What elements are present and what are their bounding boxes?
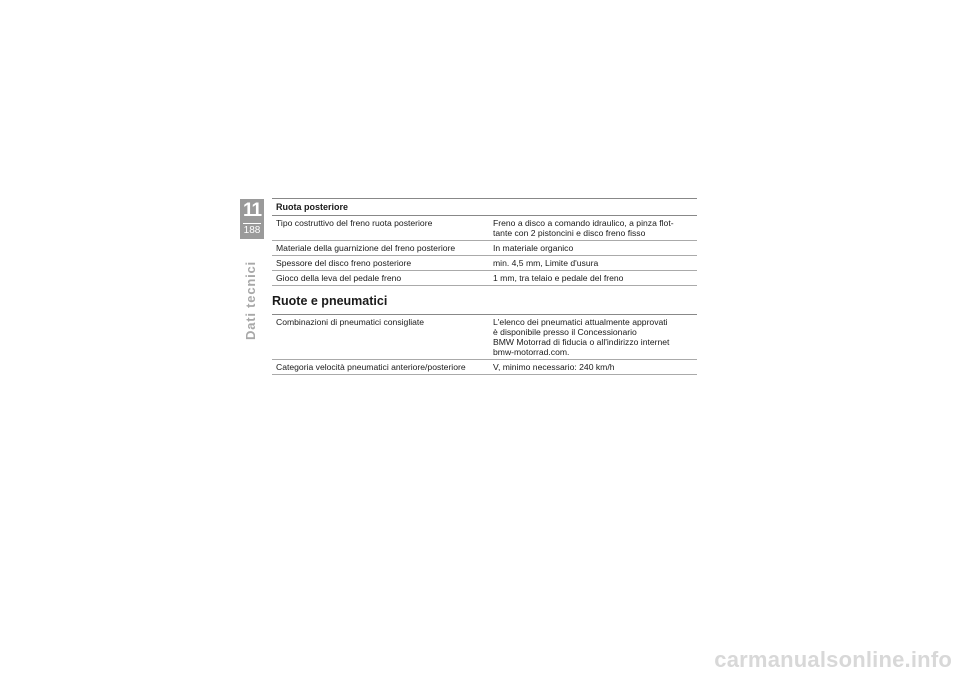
- table-row: [272, 216, 697, 241]
- wheels-tyres-table: [272, 314, 697, 375]
- table-row: [272, 241, 697, 256]
- chapter-title: Dati tecnici: [243, 261, 258, 340]
- table-row: [272, 256, 697, 271]
- spec-label: Gioco della leva del pedale freno: [272, 271, 489, 286]
- rear-wheel-table: [272, 216, 697, 286]
- spec-content: [272, 198, 697, 375]
- spec-value: V, minimo necessario: 240 km/h: [489, 360, 697, 375]
- table-row: [272, 315, 697, 360]
- chapter-number: 11: [242, 200, 262, 221]
- spec-label: Materiale della guarnizione del freno posteriore: [272, 241, 489, 256]
- spec-label: Combinazioni di pneumatici consigliate: [272, 315, 489, 360]
- spec-value: min. 4,5 mm, Limite d'usura: [489, 256, 697, 271]
- watermark: carmanualsonline.info: [714, 647, 952, 672]
- table-row: [272, 271, 697, 286]
- chapter-tab: [240, 199, 264, 239]
- table-row: [272, 360, 697, 375]
- spec-value: 1 mm, tra telaio e pedale del freno: [489, 271, 697, 286]
- page-number: 188: [243, 225, 261, 236]
- spec-value: L'elenco dei pneumatici attualmente approvati è disponibile presso il Concessionario BMW Motorrad di fiducia o all'indirizzo internet bmw-motorrad.com.: [489, 315, 697, 360]
- spec-label: Categoria velocità pneumatici anteriore/posteriore: [272, 360, 489, 375]
- spec-value: In materiale organico: [489, 241, 697, 256]
- spec-value: Freno a disco a comando idraulico, a pinza flot- tante con 2 pistoncini e disco freno fisso: [489, 216, 697, 241]
- spec-label: Tipo costruttivo del freno ruota posteriore: [272, 216, 489, 241]
- rear-wheel-heading: Ruota posteriore: [272, 198, 697, 216]
- wheels-tyres-heading: Ruote e pneumatici: [272, 294, 388, 308]
- spec-label: Spessore del disco freno posteriore: [272, 256, 489, 271]
